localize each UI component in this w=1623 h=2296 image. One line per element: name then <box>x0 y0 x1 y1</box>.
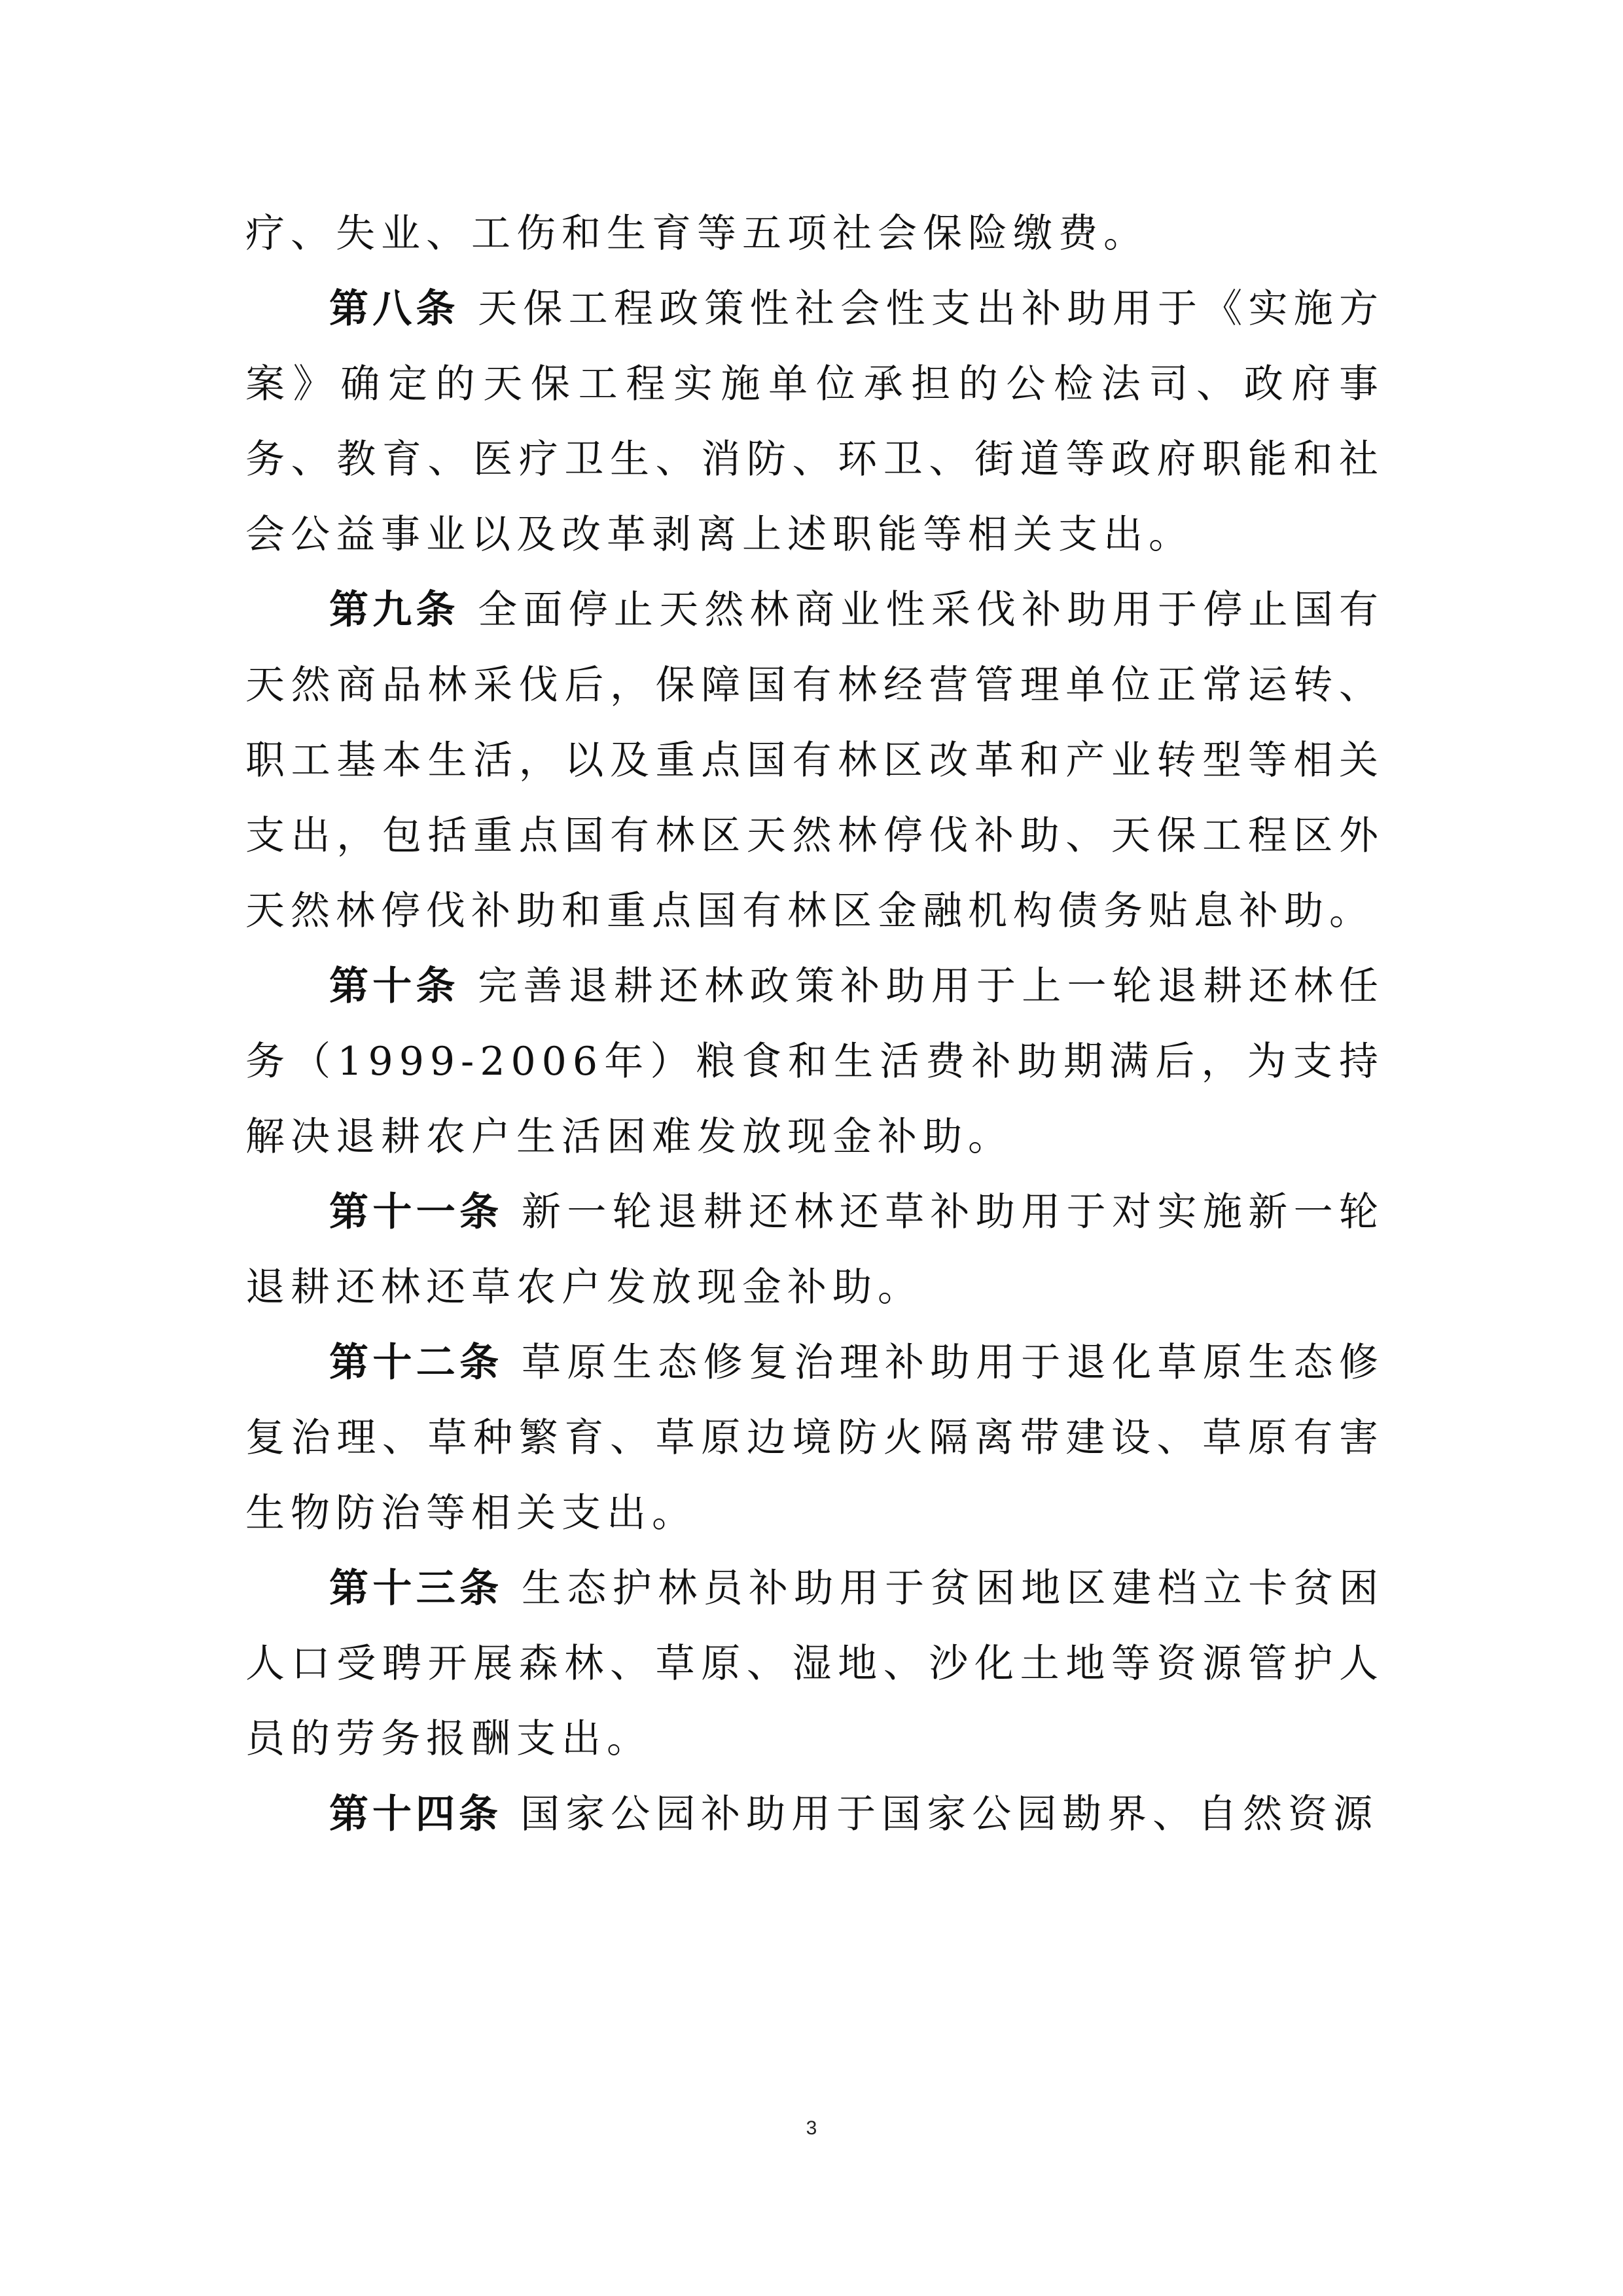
article-heading: 第九条 <box>329 587 459 633</box>
article-body: 生态护林员补助用于贫困地区建档立卡贫困人口受聘开展森林、草原、湿地、沙化土地等资源管护人员的劳务报酬支出。 <box>245 1566 1385 1762</box>
article-8 <box>245 272 1384 573</box>
article-body: 全面停止天然林商业性采伐补助用于停止国有天然商品林采伐后，保障国有林经营管理单位正常运转、职工基本生活，以及重点国有林区改革和产业转型等相关支出，包括重点国有林区天然林停伐补助、天保工程区外天然林停伐补助和重点国有林区金融机构债务贴息补助。 <box>245 587 1385 934</box>
article-body: 国家公园补助用于国家公园勘界、自然资源 <box>520 1791 1379 1837</box>
article-heading: 第十三条 <box>329 1566 503 1611</box>
article-10 <box>245 949 1384 1175</box>
continuation-paragraph: 疗、失业、工伤和生育等五项社会保险缴费。 <box>245 211 1149 257</box>
article-heading: 第十一条 <box>329 1189 503 1235</box>
article-heading: 第十条 <box>329 963 459 1009</box>
article-13 <box>245 1551 1384 1777</box>
article-heading: 第八条 <box>329 286 459 332</box>
page-number: 3 <box>806 2117 817 2139</box>
article-heading: 第十二条 <box>329 1340 503 1386</box>
article-9 <box>245 573 1384 949</box>
document-body <box>245 196 1384 1852</box>
article-14 <box>245 1777 1384 1852</box>
article-body: 新一轮退耕还林还草补助用于对实施新一轮退耕还林还草农户发放现金补助。 <box>245 1189 1385 1310</box>
article-heading: 第十四条 <box>329 1791 502 1837</box>
article-body: 草原生态修复治理补助用于退化草原生态修复治理、草种繁育、草原边境防火隔离带建设、草原有害生物防治等相关支出。 <box>245 1340 1385 1536</box>
article-12 <box>245 1325 1384 1551</box>
article-body: 天保工程政策性社会性支出补助用于《实施方案》确定的天保工程实施单位承担的公检法司、政府事务、教育、医疗卫生、消防、环卫、街道等政府职能和社会公益事业以及改革剥离上述职能等相关支出。 <box>245 286 1385 558</box>
article-11 <box>245 1175 1384 1325</box>
article-body: 完善退耕还林政策补助用于上一轮退耕还林任务（1999-2006年）粮食和生活费补助期满后，为支持解决退耕农户生活困难发放现金补助。 <box>245 963 1385 1160</box>
